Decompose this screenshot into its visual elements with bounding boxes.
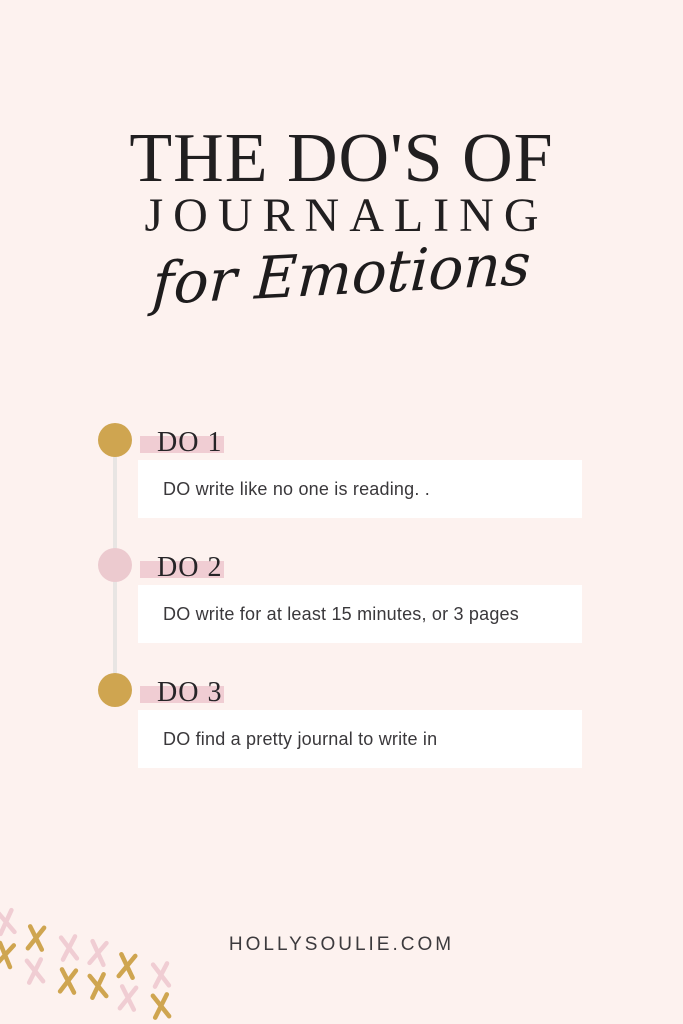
item-card-2	[138, 585, 582, 643]
item-card-1	[138, 460, 582, 518]
x-icon	[146, 990, 177, 1023]
timeline-dot-2	[98, 548, 132, 582]
timeline-item-3	[0, 673, 683, 773]
item-text-1: DO write like no one is reading. .	[163, 478, 430, 499]
x-icon	[113, 982, 144, 1015]
timeline-dot-1	[98, 423, 132, 457]
x-icon	[20, 955, 51, 988]
item-text-3: DO find a pretty journal to write in	[163, 728, 438, 749]
page-title: THE DO'S OF	[129, 120, 554, 197]
x-icon	[146, 959, 177, 991]
item-label-1: DO 1	[157, 427, 223, 458]
website-text: HOLLYSOULIE.COM	[228, 934, 455, 955]
item-text-2: DO write for at least 15 minutes, or 3 pages	[163, 603, 519, 624]
x-icon	[82, 969, 113, 1002]
page-subtitle: JOURNALING	[144, 189, 549, 242]
page-title-script: for Emotions	[150, 229, 533, 319]
item-label-3: DO 3	[157, 677, 223, 708]
timeline-dot-3	[98, 673, 132, 707]
item-label-2: DO 2	[157, 552, 223, 583]
x-icon	[53, 965, 84, 997]
item-card-3	[138, 710, 582, 768]
timeline-item-1	[0, 423, 683, 523]
timeline-item-2	[0, 548, 683, 648]
